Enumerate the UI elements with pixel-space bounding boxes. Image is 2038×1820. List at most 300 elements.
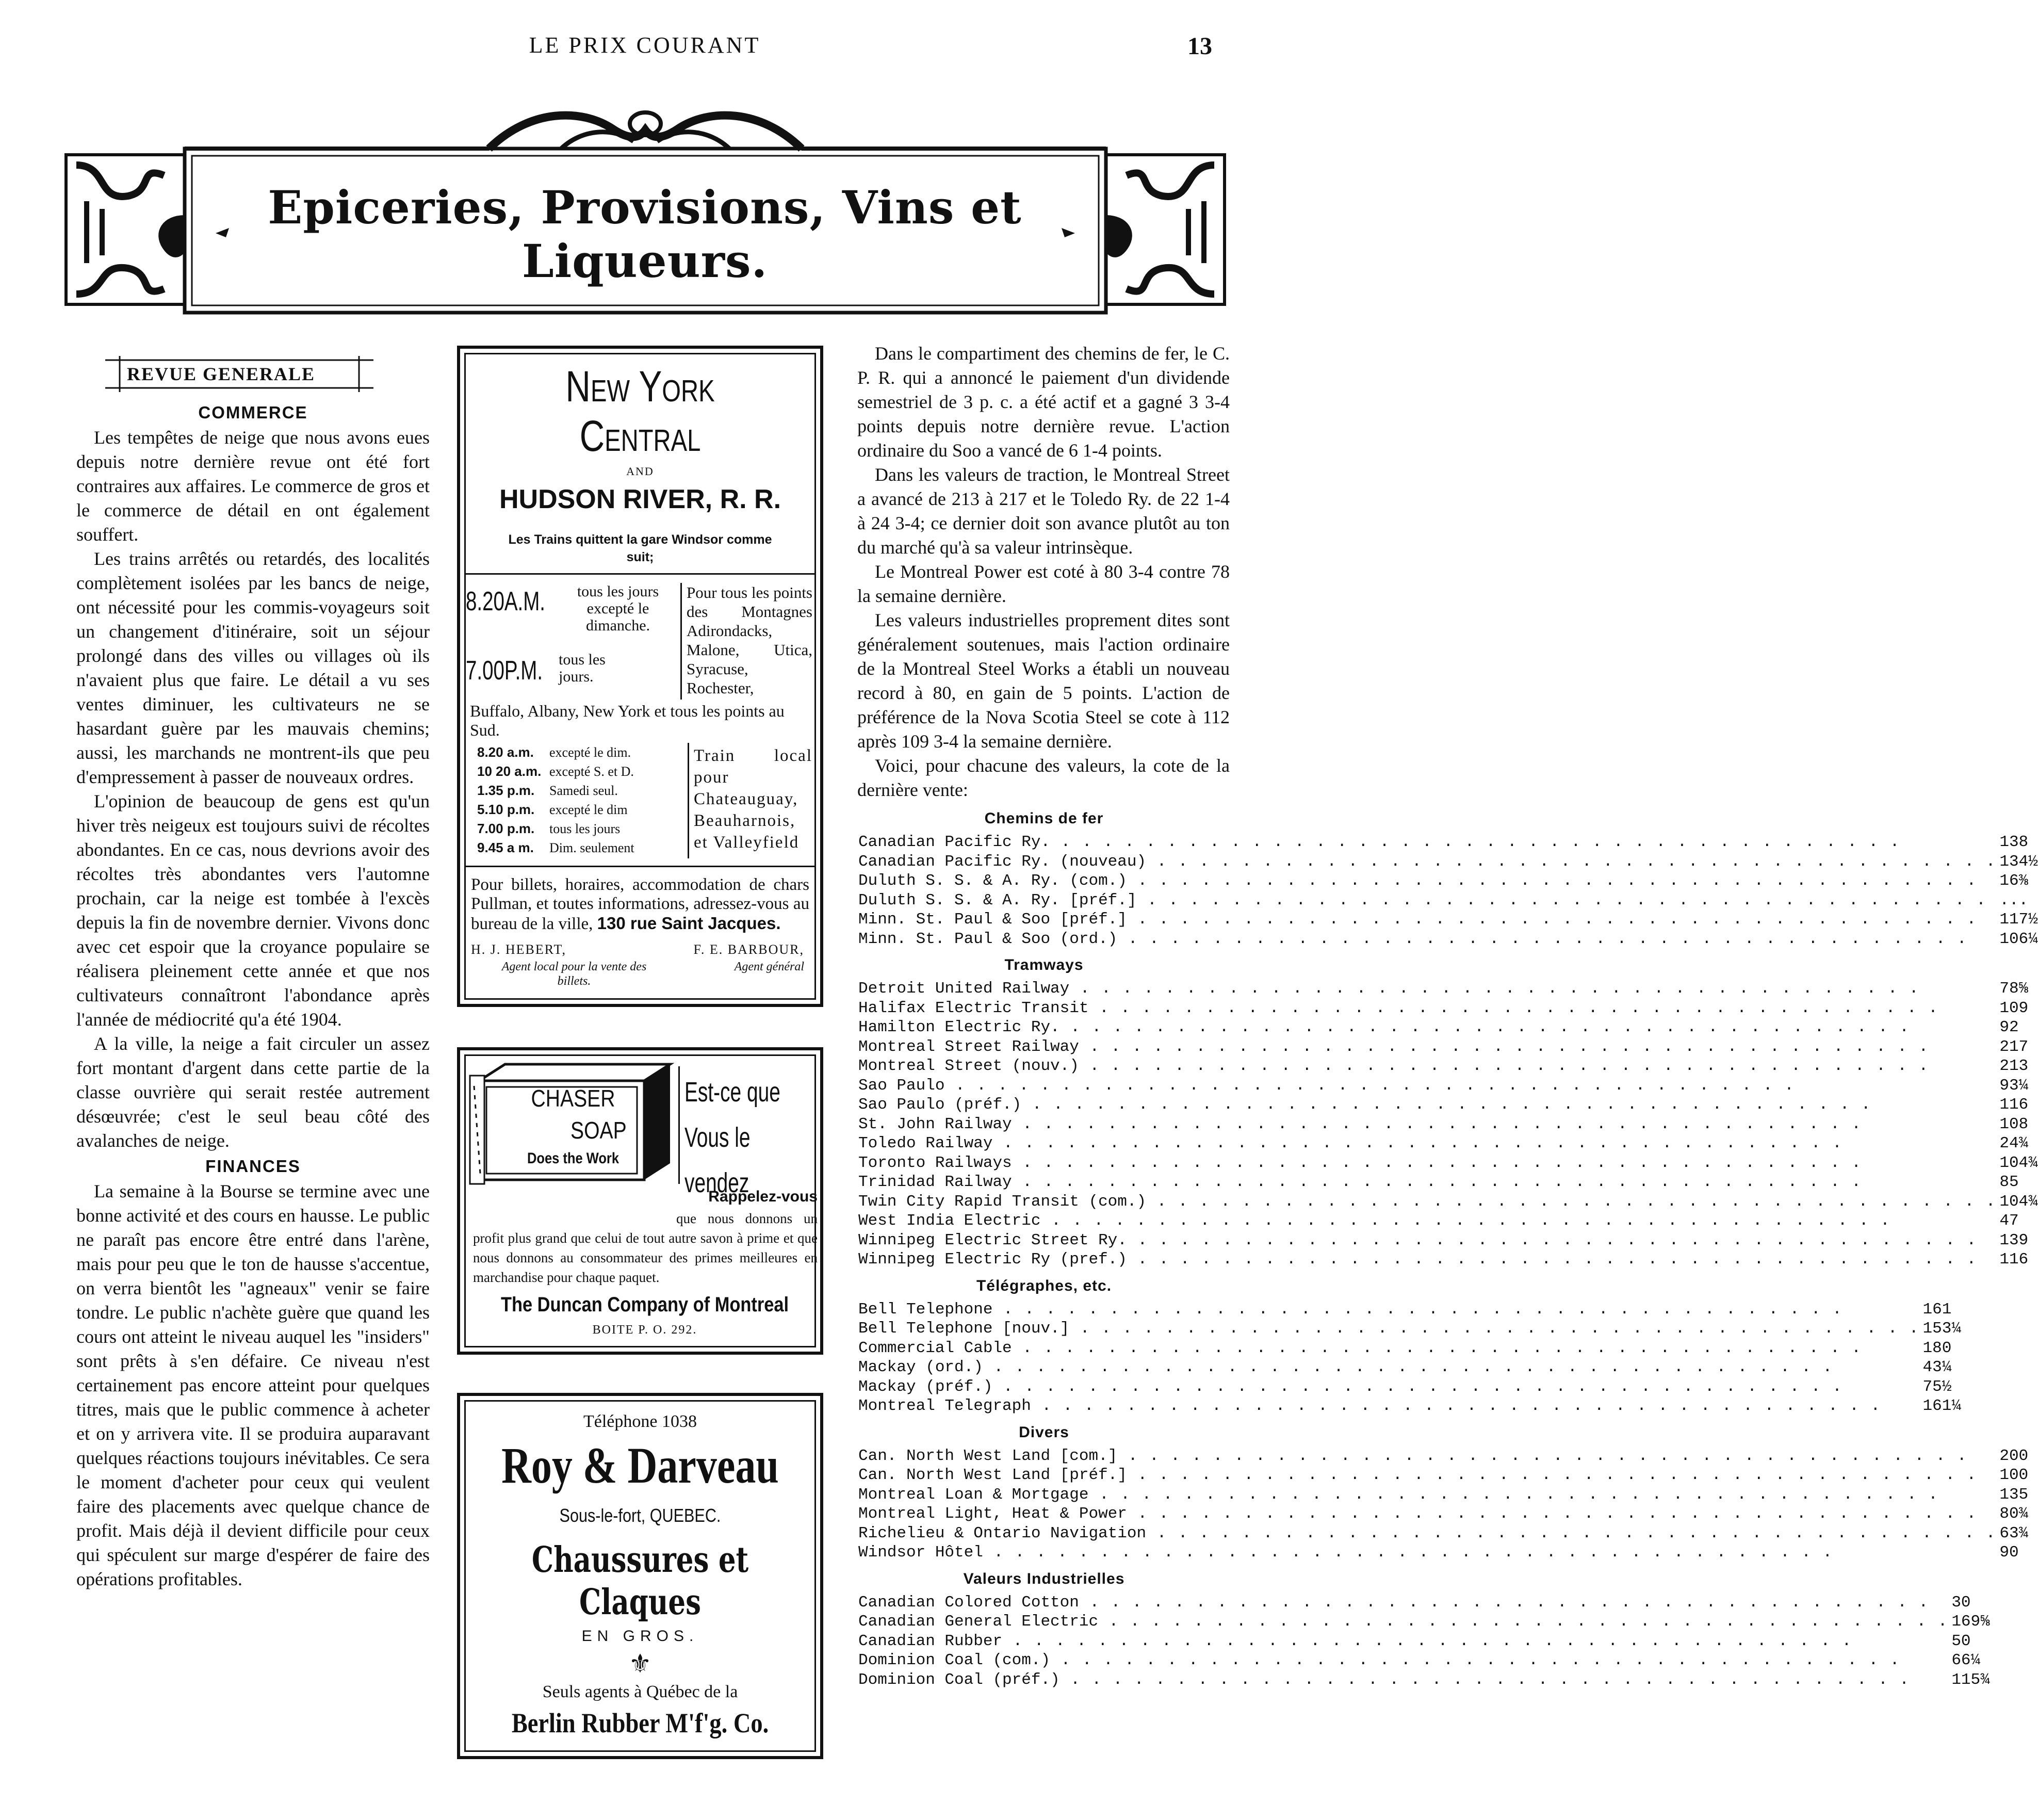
security-price: 78⅝ [1999,980,2029,998]
security-price: 135 [1999,1485,2029,1504]
soap-product: SOAP [570,1117,627,1144]
quote-name-cell [858,1057,1996,1076]
quote-name-wrap [858,1037,1996,1057]
quote-name-cell [858,1319,1920,1339]
security-name: Hamilton Electric Ry. [858,1018,1060,1036]
soap-ad-inner [464,1054,816,1347]
quote-row [858,1134,2038,1153]
dot-leader: . . . . . . . . . . . . . . . . . . . . . . . . . . . . . . . . . . . . . . . . [983,1543,1834,1562]
security-price: 106¼ [1999,930,2038,948]
commerce-paragraph-3: L'opinion de beaucoup de gens est qu'un hiver très neigeux est toujours suivi de récoltes abondantes. En ce cas, nous devrions avoir des récoltes très abondantes vers l'automne prochain, car la neige est tombée à l'excès depuis la fin de novembre dernier. Vivons donc avec cet espoir que la croyance populaire se réalisera pleinement cette année et que nos cultivateurs connaîtront l'abondance après l'année de médiocrité qu'a été 1904. [76,791,430,1030]
quote-name-cell [858,1632,1948,1651]
security-price: 90 [1999,1543,2019,1562]
security-name: Can. North West Land [com.] [858,1447,1118,1465]
soap-question: Est-ce que Vous le vendez [684,1077,780,1198]
quote-name-wrap [858,852,1996,872]
quote-name-cell [858,833,1996,852]
dot-leader: . . . . . . . . . . . . . . . . . . . . . . . . . . . . . . . . . . . . . . . . [1059,1670,1910,1689]
dot-leader: . . . . . . . . . . . . . . . . . . . . . . . . . . . . . . . . . . . . . . . . [1040,1212,1891,1230]
security-price: 93¼ [1999,1076,2029,1095]
local-time: 1.35 p.m. [477,783,535,798]
security-price: 92 [1999,1018,2019,1036]
quote-name-cell [858,871,1996,891]
quote-row [858,891,2038,911]
security-name: Montreal Light, Heat & Power [858,1505,1127,1523]
quote-name-wrap [858,1485,1996,1505]
local-days: excepté le dim [549,802,628,817]
security-name: Trinidad Railway [858,1173,1012,1191]
quote-name-cell [858,1447,1996,1466]
security-price: 43¼ [1922,1358,1952,1376]
local-row [477,800,683,819]
quote-name-wrap [858,1300,1920,1320]
security-price: 104¾ [1999,1192,2038,1211]
quote-name-cell [858,1115,1996,1134]
quote-row [858,1447,2028,1466]
quote-name-cell [858,1037,1996,1057]
quote-table [858,1300,1961,1416]
security-name: Detroit United Railway [858,980,1070,998]
security-price: 108 [1999,1115,2029,1133]
train2-time: 7.00P.M. [466,656,543,686]
quote-row [858,1018,2038,1037]
security-name: Windsor Hôtel [858,1543,983,1562]
quote-group-heading: Tramways [1004,956,1084,973]
shoes-goods: Chaussures et Claques [531,1539,749,1623]
quote-name-wrap [858,1593,1948,1613]
dot-leader: . . . . . . . . . . . . . . . . . . . . . . . . . . . . . . . . . . . . . . . . [1127,1505,1978,1523]
quote-name-wrap [858,891,1996,911]
quote-name-cell [858,1339,1920,1358]
quote-name-wrap [858,1377,1920,1397]
quote-name-cell [858,1504,1996,1524]
quote-row [858,1632,1990,1651]
security-price: 104¾ [1999,1153,2038,1172]
railway-info-text: Pour billets, horaires, accommodation de chars Pullman, et toutes informations, adressez-vous au bureau de la ville, [471,875,809,933]
quote-name-wrap [858,1339,1920,1358]
security-price: 24¾ [1999,1134,2029,1152]
railway-rule [466,573,814,575]
dot-leader: . . . . . . . . . . . . . . . . . . . . . . . . . . . . . . . . . . . . . . . . [1079,1057,1930,1075]
shoes-advertisement [457,1393,823,1759]
right-paragraph-4: Les valeurs industrielles proprement dites sont généralement soutenues, mais l'action ordinaire de la Montreal Steel Works a établi un nouveau record à 80, en gain de 5 points. L'action de préférence de la Nova Scotia Steel se cote à 112 après 109 3-4 la semaine dernière. [857,610,1230,752]
quote-name-wrap [858,1173,1996,1192]
shoes-supplier: Berlin Rubber M'f'g. Co. [511,1708,769,1738]
quote-row [858,1192,2038,1212]
quote-name-cell [858,910,1996,930]
local-row [477,781,683,800]
dot-leader: . . . . . . . . . . . . . . . . . . . . . . . . . . . . . . . . . . . . . . . . [1127,1231,1978,1249]
security-name: Dominion Coal (préf.) [858,1670,1060,1689]
quote-table [858,833,2038,949]
security-name: Canadian Pacific Ry. (nouveau) [858,852,1147,871]
agent2-name: F. E. BARBOUR, [693,942,804,957]
security-price: 50 [1951,1632,1971,1650]
quote-table [858,979,2038,1270]
quote-name-wrap [858,1211,1996,1231]
security-name: Bell Telephone [nouv.] [858,1320,1070,1338]
local-time: 9.45 a m. [477,840,534,855]
security-name: Sao Paulo [858,1076,945,1095]
quote-row [858,1670,1990,1690]
security-name: Canadian Rubber [858,1632,1003,1650]
right-paragraph-2: Dans les valeurs de traction, le Montreal Street a avancé de 213 à 217 et le Toledo Ry. de 22 1-4 à 24 3-4; ce dernier doit son avance plutôt au ton du marché qu'à sa valeur intrinsèque. [857,464,1230,558]
quote-row [858,1377,1961,1397]
quote-row [858,1358,1961,1377]
revue-generale-box [105,356,373,392]
quote-row [858,852,2038,872]
quote-name-cell [858,1211,1996,1231]
shoes-ad-inner [464,1400,816,1752]
local-days: tous les jours [549,821,621,836]
quote-row [858,1037,2038,1057]
quote-name-wrap [858,1095,1996,1115]
shoes-location: Sous-le-fort, QUEBEC. [559,1505,721,1526]
right-paragraph-1: Dans le compartiment des chemins de fer, le C. P. R. qui a annoncé le paiement d'un dividende semestriel de 3 p. c. a été actif et a gagné 3 3-4 points depuis notre dernière revue. L'action ordinaire du Soo a vancé de 6 1-4 points. [857,343,1230,461]
security-name: Montreal Street Railway [858,1037,1079,1056]
railway-info [471,875,809,934]
quote-name-wrap [858,833,1996,852]
soap-brand: CHASER [531,1085,615,1112]
quote-name-wrap [858,910,1996,930]
local-row [477,838,683,857]
finances-paragraph-1: La semaine à la Bourse se termine avec une bonne activité et des cours en hausse. Le public ne paraît pas encore être entré dans l'arène, mais pour peu que le ton de hausse s'accentue, on verra bientôt les "agneaux" venir se faire tondre. Le public n'achète guère que quand les cours ont atteint le niveau auquel les "insiders" sont prêts à s'en défaire. Ce niveau n'est certainement pas encore atteint pour quelques titres, mais que le public commence à acheter et on y arrivera vite. Il se produira auparavant quelques réactions toujours inévitables. Ce sera le moment d'acheter pour ceux qui veulent faire des placements avec quelque chance de profit. Mais déjà il devient difficile pour ceux qui spéculent sur marge d'espérer de faire des opérations profitables. [76,1181,430,1589]
quote-name-cell [858,1396,1920,1416]
quote-row [858,1524,2028,1543]
local-days: Dim. seulement [549,840,634,855]
security-name: Sao Paulo (préf.) [858,1096,1022,1114]
quote-row [858,1504,2028,1524]
dot-leader: . . . . . . . . . . . . . . . . . . . . . . . . . . . . . . . . . . . . . . . . [1002,1632,1853,1650]
quote-name-cell [858,1250,1996,1270]
dot-leader: . . . . . . . . . . . . . . . . . . . . . . . . . . . . . . . . . . . . . . . . [944,1076,1795,1095]
revue-generale-label: REVUE GENERALE [127,364,316,384]
security-price: 213 [1999,1057,2029,1075]
quote-name-wrap [858,1018,1996,1037]
quote-name-wrap [858,1057,1996,1076]
quote-group-heading: Chemins de fer [984,810,1104,827]
quote-name-wrap [858,1192,1996,1212]
security-price: 116 [1999,1250,2029,1269]
quote-name-cell [858,1593,1948,1613]
quote-name-wrap [858,1447,1996,1466]
quote-row [858,1339,1961,1358]
quote-name-cell [858,930,1996,949]
quote-name-wrap [858,999,1996,1018]
security-name: Mackay (ord.) [858,1358,983,1376]
security-price: 139 [1999,1231,2029,1249]
dot-leader: . . . . . . . . . . . . . . . . . . . . . . . . . . . . . . . . . . . . . . . . [1117,1447,1968,1465]
quote-name-cell [858,1543,1996,1563]
quote-row [858,979,2038,999]
security-price: 117½ [1999,911,2038,929]
security-name: Minn. St. Paul & Soo (ord.) [858,930,1118,948]
quote-row [858,1173,2038,1192]
local-destinations: Train local pour Chateauguay, Beauharnois, et Valleyfield [694,746,812,852]
quote-name-wrap [858,871,1996,891]
quote-name-cell [858,1651,1948,1670]
quote-row [858,871,2038,891]
journal-title: LE PRIX COURANT [529,32,761,58]
security-name: West India Electric [858,1212,1041,1230]
security-price: 80¾ [1999,1505,2029,1523]
security-name: St. John Railway [858,1115,1012,1133]
soap-body: que nous donnons un profit plus grand que celui de tout autre savon à prime et que nous donnons au consommateur des primes meilleures en marchandise pour chaque paquet. [473,1211,818,1285]
commerce-paragraph-2: Les trains arrêtés ou retardés, des localités complètement isolées par les bancs de neige, ont nécessité pour les commis-voyageurs soit un changement d'itinéraire, soit un séjour prolongé dans des villes ou villages où ils n'avaient plus que faire. Le détail a vu ses ventes diminuer, les cultivateurs ne se hasardant guère par les mauvais chemins; aussi, les marchands ne montrent-ils que peu d'empressement à passer de nouveaux ordres. [76,548,430,787]
security-price: 161¼ [1922,1397,1961,1415]
security-price: 116 [1999,1096,2029,1114]
quote-name-wrap [858,1632,1948,1651]
security-price: 169⅝ [1951,1613,1990,1631]
local-time: 10 20 a.m. [477,763,542,779]
quote-row [858,1057,2038,1076]
quote-name-wrap [858,1504,1996,1524]
quote-row [858,1115,2038,1134]
quote-name-wrap [858,1076,1996,1096]
train1-days: tous les jours excepté le dimanche. [577,583,659,634]
quote-name-cell [858,852,1996,872]
security-price: 16⅜ [1999,872,2029,890]
quote-name-wrap [858,930,1996,949]
dot-leader: . . . . . . . . . . . . . . . . . . . . . . . . . . . . . . . . . . . . . . . . [1069,980,1920,998]
quote-row [858,1466,2028,1485]
quote-name-wrap [858,1524,1996,1543]
local-row [477,743,683,762]
security-price: 115¾ [1951,1670,1990,1689]
dot-leader: . . . . . . . . . . . . . . . . . . . . . . . . . . . . . . . . . . . . . . . . [1098,1613,1949,1631]
dot-leader: . . . . . . . . . . . . . . . . . . . . . . . . . . . . . . . . . . . . . . . . [1088,999,1939,1017]
dot-leader: . . . . . . . . . . . . . . . . . . . . . . . . . . . . . . . . . . . . . . . . [1069,1320,1920,1338]
local-divider [688,743,689,858]
security-price: 63¾ [1999,1524,2029,1542]
agent1-name: H. J. HEBERT, [471,942,567,957]
security-price: ... [1999,891,2029,909]
security-name: Mackay (préf.) [858,1377,993,1396]
security-name: Halifax Electric Transit [858,999,1089,1017]
dot-leader: . . . . . . . . . . . . . . . . . . . . . . . . . . . . . . . . . . . . . . . . [1012,1339,1862,1357]
fleur-de-lis-icon: ⚜ [628,1649,652,1679]
security-price: 47 [1999,1212,2019,1230]
dot-leader: . . . . . . . . . . . . . . . . . . . . . . . . . . . . . . . . . . . . . . . . [992,1300,1843,1319]
local-train-rows [477,743,683,857]
dot-leader: . . . . . . . . . . . . . . . . . . . . . . . . . . . . . . . . . . . . . . . . [1146,1192,1997,1211]
schedule-divider [680,583,682,700]
dot-leader: . . . . . . . . . . . . . . . . . . . . . . . . . . . . . . . . . . . . . . . . [1079,1037,1930,1056]
dot-leader: . . . . . . . . . . . . . . . . . . . . . . . . . . . . . . . . . . . . . . . . [1088,1485,1939,1504]
quote-name-cell [858,1192,1996,1212]
local-train-schedule [466,743,814,862]
quote-name-cell [858,1153,1996,1173]
right-column [857,342,2038,1689]
security-name: Canadian General Electric [858,1613,1099,1631]
train-destinations: Pour tous les points des Montagnes Adirondacks, Malone, Utica, Syracuse, Rochester, [687,583,812,697]
quote-name-wrap [858,1115,1996,1134]
quote-row [858,1396,1961,1416]
security-price: 180 [1922,1339,1952,1357]
security-name: Dominion Coal (com.) [858,1651,1051,1669]
railway-ad-inner [464,353,816,1000]
left-column [76,356,430,1591]
security-price: 217 [1999,1037,2029,1056]
quote-row [858,1076,2038,1096]
quote-row [858,833,2038,852]
dot-leader: . . . . . . . . . . . . . . . . . . . . . . . . . . . . . . . . . . . . . . . . [1146,852,1997,871]
agent2-title: Agent général [734,960,804,973]
right-paragraph-3: Le Montreal Power est coté à 80 3-4 contre 78 la semaine dernière. [857,561,1230,606]
railway-subtitle: Les Trains quittent la gare Windsor comme suit; [508,532,772,564]
commerce-heading: COMMERCE [198,403,308,422]
quote-name-cell [858,1018,1996,1037]
banner-title: Epiceries, Provisions, Vins et Liqueurs. [268,181,1022,288]
railway-hudson: HUDSON RIVER, R. R. [499,484,781,514]
dot-leader: . . . . . . . . . . . . . . . . . . . . . . . . . . . . . . . . . . . . . . . . [1127,872,1978,890]
quote-name-cell [858,891,1996,911]
railway-schedule-main [466,583,814,702]
quote-row [858,910,2038,930]
train2-days: tous les jours. [559,651,606,685]
quote-table [858,1447,2028,1563]
security-name: Winnipeg Electric Ry (pref.) [858,1250,1127,1269]
quote-row [858,1593,1990,1613]
shoes-gros: EN GROS. [581,1628,699,1645]
railway-address: 130 rue Saint Jacques. [597,914,781,933]
dot-leader: . . . . . . . . . . . . . . . . . . . . . . . . . . . . . . . . . . . . . . . . [1146,1524,1997,1542]
local-days: Samedi seul. [549,783,618,798]
quote-name-wrap [858,979,1996,999]
quote-name-cell [858,1524,1996,1543]
local-row [477,762,683,781]
security-price: 138 [1999,833,2029,851]
railway-agents [471,942,804,957]
security-price: 75½ [1922,1377,1952,1396]
finances-heading: FINANCES [205,1157,301,1176]
dot-leader: . . . . . . . . . . . . . . . . . . . . . . . . . . . . . . . . . . . . . . . . [992,1134,1843,1152]
quote-name-wrap [858,1153,1996,1173]
quote-name-wrap [858,1231,1996,1250]
dot-leader: . . . . . . . . . . . . . . . . . . . . . . . . . . . . . . . . . . . . . . . . [1050,1651,1901,1669]
local-time: 8.20 a.m. [477,744,534,760]
train1-time: 8.20A.M. [466,587,546,616]
quote-row [858,1095,2038,1115]
quote-name-cell [858,999,1996,1018]
quote-row [858,1543,2028,1563]
dot-leader: . . . . . . . . . . . . . . . . . . . . . . . . . . . . . . . . . . . . . . . . [1050,833,1901,851]
dot-leader: . . . . . . . . . . . . . . . . . . . . . . . . . . . . . . . . . . . . . . . . [1127,911,1978,929]
quote-name-cell [858,1095,1996,1115]
security-name: Toronto Railways [858,1153,1012,1172]
soap-company: The Duncan Company of Montreal [500,1293,789,1316]
railway-name: New York Central [565,362,715,460]
security-name: Canadian Pacific Ry. [858,833,1051,851]
security-name: Canadian Colored Cotton [858,1593,1079,1612]
quote-row [858,1153,2038,1173]
security-name: Commercial Cable [858,1339,1012,1357]
quote-name-cell [858,1466,1996,1485]
dot-leader: . . . . . . . . . . . . . . . . . . . . . . . . . . . . . . . . . . . . . . . . [1127,1250,1978,1269]
quote-name-wrap [858,1319,1920,1339]
security-name: Duluth S. S. & A. Ry. (com.) [858,872,1127,890]
quote-name-wrap [858,1466,1996,1485]
security-name: Twin City Rapid Transit (com.) [858,1192,1147,1211]
security-price: 200 [1999,1447,2029,1465]
quote-name-cell [858,1485,1996,1505]
local-time: 5.10 p.m. [477,802,535,817]
shoes-company-name: Roy & Darveau [501,1437,779,1494]
security-price: 153¼ [1922,1320,1961,1338]
quote-row [858,1231,2038,1250]
dot-leader: . . . . . . . . . . . . . . . . . . . . . . . . . . . . . . . . . . . . . . . . [1012,1115,1862,1133]
security-name: Can. North West Land [préf.] [858,1466,1127,1484]
security-name: Montreal Street (nouv.) [858,1057,1079,1075]
security-price: 134½ [1999,852,2038,871]
quote-table [858,1593,1990,1690]
security-name: Winnipeg Electric Street Ry. [858,1231,1127,1249]
local-row [477,819,683,838]
quote-name-wrap [858,1612,1948,1632]
dot-leader: . . . . . . . . . . . . . . . . . . . . . . . . . . . . . . . . . . . . . . . . [1059,1018,1910,1036]
quote-row [858,1319,1961,1339]
quote-group-heading: Télégraphes, etc. [976,1277,1112,1294]
railway-advertisement [457,346,823,1007]
quote-name-wrap [858,1670,1948,1690]
security-price: 85 [1999,1173,2019,1191]
soap-rappelez: Rappelez-vous [708,1188,818,1205]
quote-name-wrap [858,1396,1920,1416]
local-days: excepté le dim. [549,745,631,760]
dot-leader: . . . . . . . . . . . . . . . . . . . . . . . . . . . . . . . . . . . . . . . . [1079,1593,1930,1612]
dot-leader: . . . . . . . . . . . . . . . . . . . . . . . . . . . . . . . . . . . . . . . . [992,1377,1843,1396]
quote-row [858,1250,2038,1270]
security-name: Duluth S. S. & A. Ry. [préf.] [858,891,1137,909]
quote-row [858,1211,2038,1231]
quote-name-cell [858,1612,1948,1632]
security-name: Richelieu & Ontario Navigation [858,1524,1147,1542]
stock-quotation-list [858,806,2038,1689]
security-name: Minn. St. Paul & Soo [préf.] [858,911,1127,929]
railway-rule-2 [466,866,814,867]
quote-name-cell [858,979,1996,999]
commerce-paragraph-4: A la ville, la neige a fait circuler un assez fort montant d'argent dans cette partie de la classe ouvrière qui serait restée autrement désœuvrée; c'est le seul beau côté des avalanches de neige. [76,1033,430,1151]
quote-group-heading: Divers [1019,1423,1069,1441]
security-name: Montreal Telegraph [858,1397,1031,1415]
quote-name-cell [858,1377,1920,1397]
quote-group-heading: Valeurs Industrielles [963,1570,1125,1587]
security-price: 66¼ [1951,1651,1981,1669]
security-price: 30 [1951,1593,1971,1612]
security-name: Toledo Railway [858,1134,993,1152]
quote-name-wrap [858,1250,1996,1270]
dot-leader: . . . . . . . . . . . . . . . . . . . . . . . . . . . . . . . . . . . . . . . . [1012,1153,1862,1172]
dot-leader: . . . . . . . . . . . . . . . . . . . . . . . . . . . . . . . . . . . . . . . . [1031,1397,1882,1415]
soap-box: BOITE P. O. 292. [592,1323,697,1337]
dot-leader: . . . . . . . . . . . . . . . . . . . . . . . . . . . . . . . . . . . . . . . . [983,1358,1834,1376]
dot-leader: . . . . . . . . . . . . . . . . . . . . . . . . . . . . . . . . . . . . . . . . [1021,1096,1872,1114]
right-paragraph-5: Voici, pour chacune des valeurs, la cote de la dernière vente: [857,755,1230,800]
commerce-paragraph-1: Les tempêtes de neige que nous avons eues depuis notre dernière revue ont été fort contraires aux affaires. Le commerce de gros et le commerce de détail en ont également souffert. [76,427,430,545]
quote-row [858,1300,1961,1320]
train-destinations-south: Buffalo, Albany, New York et tous les points au Sud. [470,702,785,739]
railway-and: AND [626,465,654,478]
local-days: excepté S. et D. [549,764,634,779]
soap-divider [678,1066,680,1184]
quote-name-cell [858,1076,1996,1096]
quote-name-wrap [858,1358,1920,1377]
quote-row [858,999,2038,1018]
dot-leader: . . . . . . . . . . . . . . . . . . . . . . . . . . . . . . . . . . . . . . . . [1136,891,1987,909]
agent1-title: Agent local pour la vente des billets. [501,960,647,988]
shoes-phone: Téléphone 1038 [583,1412,697,1431]
security-name: Montreal Loan & Mortgage [858,1485,1089,1504]
